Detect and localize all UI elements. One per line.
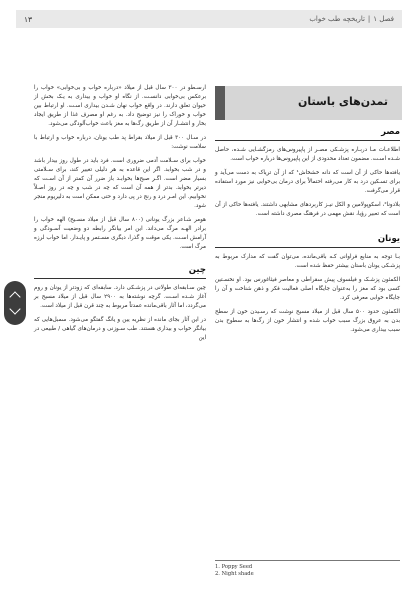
paragraph: بلادونا²، اسکوپولامین و الکل نیـز کاربردهای مشابهی داشتند. یافته‌ها حاکی از آن است که تعبیر رؤیا، نقش مهمی در فرهنگ مصری داشته است.: [215, 202, 400, 217]
left-column: [34, 84, 206, 348]
footnotes: [215, 560, 400, 578]
chevron-up-icon[interactable]: [9, 291, 20, 302]
paragraph: در سـال ۳۰۰ قبل از میلاد بقراط پد طب یونان، درباره خواب و ارتباط با سلامت نوشت:: [34, 135, 207, 150]
paragraph: اطلاعـات مـا دربـاره پزشـکی مصـر از پاپیروس‌های رمزگشـایی شـده، حاصل شـده اسـت. مضمون تعداد محدودی از این پاپیروس‌ها درباره خواب است.: [215, 147, 400, 162]
footnote: 2. Night shade: [215, 571, 254, 577]
paragraph: در این آثار بجای مانده از نظریه یین و یانگ گفتگو می‌شود. سمبل‌هایی که بیانگر خواب و بیداری هستند. طب سـوزنی و درمان‌های گیاهی / طبیعی در این: [34, 317, 206, 341]
chevron-down-icon[interactable]: [9, 303, 20, 314]
heading-egypt: مصر: [215, 128, 400, 141]
right-column: [215, 128, 400, 340]
paragraph: چین سـابقه‌ای طولانی در پزشـکی دارد. سابقه‌ای که زودتر از یونان و روم آغاز شـده اسـت. گرچه نوشته‌ها به ۲۹۰۰ سال قبل از میلاد مسیح بر می‌گردد، اما آثار باقی‌مانده عمدتاً مربوط به چند قرن قبل از میلاد است.: [34, 285, 206, 309]
chapter-number: فصل ۱: [373, 15, 394, 23]
heading-greece: یونان: [215, 235, 400, 248]
paragraph: الکمئون پزشـک و فیلسوف پیش سقراطی و معاصر فیثاغورس بود. او نخسـتین کسی بود که مغز را به‌عنوان جایگاه اصلی فعالیت فکر و ذهن شناخت و آن را جایگاه خوابی معرفی کرد.: [215, 277, 400, 301]
section-banner: [215, 86, 402, 120]
paragraph: ارسـطو در ۳۰۰ سال قبل از میلاد «درباره خواب و بی‌خوابی» خواب را برعکس بی‌خوابی دانسـت. از نگاه او خواب و بیداری به یـک بخش از حیوان تعلق دارند. در واقع خواب نهان شـدن بیداری اسـت. او ارتباط بین خواب و خوراک را نیز توضیح داد. به رغم او مصرف غذا از طریق ایجاد بخار و انتشـار آن از طریق رگ‌ها به مغز باعث خواب‌آلودگی می‌شود.: [34, 85, 206, 127]
running-header: [16, 10, 402, 28]
paragraph: یافته‌ها حاکی از آن است که دانه خشخاش¹ که از آن تریاک به دست می‌آید و برای تسـکین درد به کار می‌رفته احتمالاً برای درمان بی‌خوابی نیز مورد استفاده قرار می‌گرفت.: [215, 170, 400, 194]
page-navigation-tab[interactable]: [4, 281, 26, 325]
paragraph: خواب برای سـلامت آدمی ضروری است. فرد باید در طول روز بیدار باشد و در شب بخوابد. اگر این قاعده به هر دلیلی تغییر کند، برای سـلامتی بسیار مضر است. اگـر صبح‌ها بخوابـد باز ضرر آن کمتر از آن اسـت که دیرتر بخوابد. بدتر از همه آن است که چه در شب و چه در روز اصـلاً نخوابیم. این امـر درد و رنج در پی دارد و حتی ممکن است به دلیریوم منجر شود.: [34, 158, 206, 209]
paragraph: بـا توجه به منابع فراوانی کـه باقی‌مانده، می‌توان گفت که مدارک مربوط به پزشـکی یونان باستان بیشتر حفظ شده است.: [215, 254, 400, 269]
heading-china: چین: [34, 266, 206, 279]
chapter-label: فصل ۱|تاریخچه طب خواب: [309, 15, 394, 23]
paragraph: هومر شـاعر بزرگ یونانی (۸۰۰ سال قبل از میلاد مسـیح) الهه خواب را برادر الهـه مرگ می‌داند. این امر بیانگر رابطه دو وضعیت آسـودگی و آرامش اسـت. یکی موقت و گذرا، دیگری مسـتمر و پایـدار. اما خواب لرزه مرگ است.: [34, 217, 206, 250]
page-number: ۱۳: [24, 14, 33, 24]
footnote: 1. Poppy Seed: [215, 564, 253, 570]
banner-accent-bar: [215, 86, 225, 120]
chapter-title: تاریخچه طب خواب: [309, 15, 365, 23]
section-title: تمدن‌های باستان: [297, 95, 388, 108]
paragraph: الکمئون حدود ۵۰۰ سال قبل از میلاد مسیح نوشت که رسـیدن خون از سطح بدن به عروق بزرگ سبب خواب شده و انتشار خون از رگ‌ها به سطوح بدن سبب بیداری می‌شود.: [215, 309, 400, 333]
